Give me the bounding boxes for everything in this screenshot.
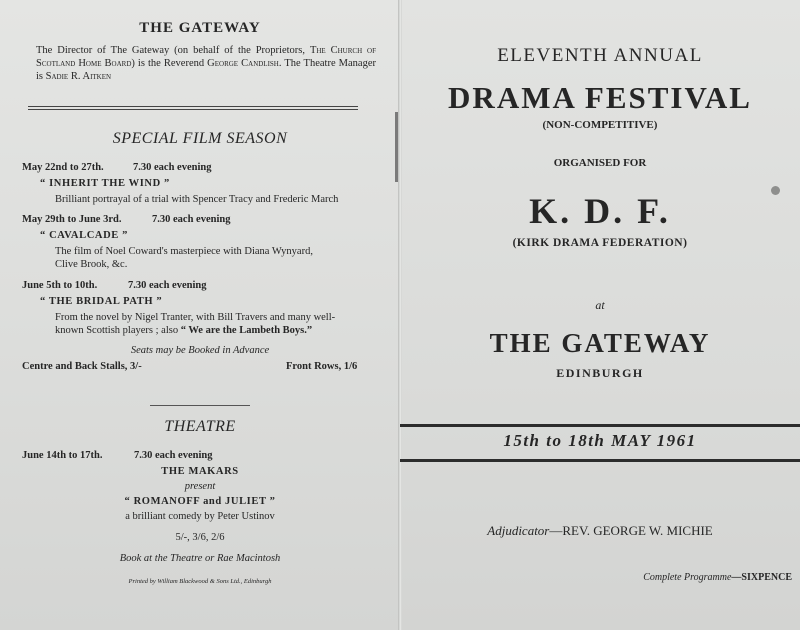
divider-line bbox=[150, 405, 250, 406]
film-2-time: 7.30 each evening bbox=[152, 214, 231, 225]
theatre-present: present bbox=[184, 481, 216, 492]
booking-note: Seats may be Booked in Advance bbox=[130, 345, 270, 356]
festival-title: DRAMA FESTIVAL bbox=[448, 80, 752, 115]
divider-line bbox=[28, 109, 358, 110]
theatre-booking: Book at the Theatre or Rae Macintosh bbox=[119, 553, 281, 564]
prices-front-rows: Front Rows, 1/6 bbox=[286, 361, 358, 372]
kdf-title: K. D. F. bbox=[529, 191, 671, 231]
intro-part-3: ) is the Reverend bbox=[131, 58, 205, 69]
film-1-desc: Brilliant portrayal of a trial with Spencer Tracy and Frederic March bbox=[55, 194, 339, 205]
printer-credit: Printed by William Blackwood & Sons Ltd., Edinburgh bbox=[128, 578, 272, 585]
film-2-desc-2: Clive Brook, &c. bbox=[55, 259, 128, 270]
gateway-intro bbox=[36, 44, 376, 83]
film-1-title: “ INHERIT THE WIND ” bbox=[40, 178, 170, 189]
film-3-time: 7.30 each evening bbox=[128, 280, 207, 291]
organised-for-label: ORGANISED FOR bbox=[553, 157, 647, 169]
theatre-company: THE MAKARS bbox=[161, 466, 239, 477]
film-3-desc-2 bbox=[55, 324, 312, 337]
adjudicator bbox=[400, 523, 800, 539]
theatre-title: THEATRE bbox=[164, 418, 236, 435]
theatre-dates: June 14th to 17th. bbox=[22, 450, 103, 461]
intro-proprietors: The Church of Scotland Home Board bbox=[36, 45, 377, 69]
adjudicator-name: —REV. GEORGE W. MICHIE bbox=[549, 523, 713, 538]
film-2-dates: May 29th to June 3rd. bbox=[22, 214, 122, 225]
intro-part-1: The Director of The Gateway (on behalf of the Proprietors, bbox=[36, 45, 305, 56]
film-3-desc-1: From the novel by Nigel Tranter, with Bill Travers and many well- bbox=[55, 312, 336, 323]
date-band-bottom-rule bbox=[400, 459, 800, 462]
intro-director: George Candlish bbox=[207, 58, 279, 69]
theatre-desc: a brilliant comedy by Peter Ustinov bbox=[125, 511, 275, 522]
film-3-extra-title: “ We are the Lambeth Boys.” bbox=[180, 325, 313, 336]
festival-edition: ELEVENTH ANNUAL bbox=[497, 45, 703, 66]
kdf-full-name: (KIRK DRAMA FEDERATION) bbox=[512, 237, 688, 249]
film-1-dates: May 22nd to 27th. bbox=[22, 162, 104, 173]
intro-part-5: . The Theatre Manager is bbox=[36, 58, 376, 82]
film-3-title: “ THE BRIDAL PATH ” bbox=[40, 296, 163, 307]
festival-dates: 15th to 18th MAY 1961 bbox=[503, 431, 697, 450]
film-3-desc-2a: known Scottish players ; also bbox=[55, 325, 181, 336]
programme-price-value: —SIXPENCE bbox=[731, 572, 792, 583]
theatre-prices: 5/-, 3/6, 2/6 bbox=[175, 532, 225, 543]
film-2-title: “ CAVALCADE ” bbox=[40, 230, 128, 241]
non-competitive-label: (NON-COMPETITIVE) bbox=[542, 119, 658, 131]
gateway-heading: THE GATEWAY bbox=[139, 20, 261, 36]
film-3-dates: June 5th to 10th. bbox=[22, 280, 98, 291]
divider-line bbox=[28, 106, 358, 107]
theatre-play-title: “ ROMANOFF and JULIET ” bbox=[124, 496, 276, 507]
programme-price bbox=[560, 572, 792, 583]
at-label: at bbox=[595, 298, 605, 312]
film-2-desc-1: The film of Noel Coward's masterpiece with Diana Wynyard, bbox=[55, 246, 313, 257]
intro-manager: Sadie R. Aitken bbox=[45, 71, 112, 82]
date-band-top-rule bbox=[400, 424, 800, 427]
programme-label: Complete Programme bbox=[643, 572, 732, 583]
film-1-time: 7.30 each evening bbox=[133, 162, 212, 173]
adjudicator-label: Adjudicator bbox=[487, 523, 550, 538]
venue-city: EDINBURGH bbox=[556, 366, 644, 380]
theatre-time: 7.30 each evening bbox=[134, 450, 213, 461]
venue-name: THE GATEWAY bbox=[489, 328, 711, 358]
prices-stalls: Centre and Back Stalls, 3/- bbox=[22, 361, 142, 372]
film-season-title: SPECIAL FILM SEASON bbox=[112, 130, 288, 147]
